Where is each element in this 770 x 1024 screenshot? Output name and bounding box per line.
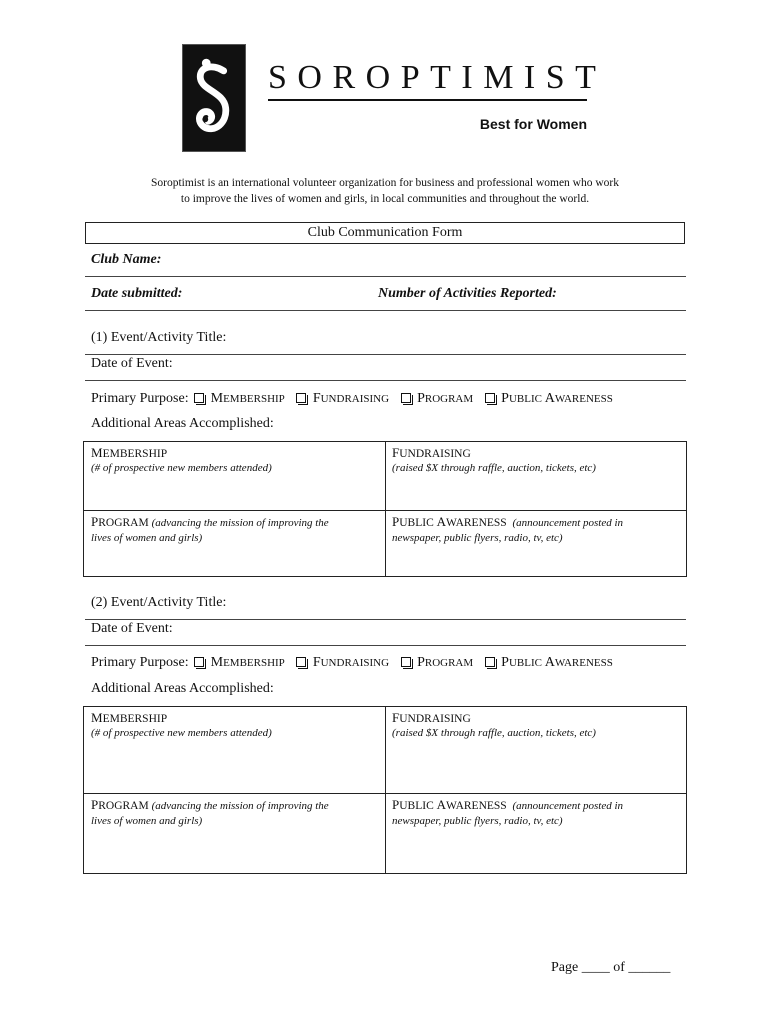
fundraising-option-label: UNDRAISING	[320, 393, 390, 405]
fundraising-checkbox[interactable]	[296, 393, 306, 403]
event-2-primary-purpose	[91, 655, 613, 671]
club-name-field[interactable]	[85, 276, 686, 277]
public-awareness-option-initial: P	[501, 391, 509, 406]
event-2-title-field[interactable]	[85, 619, 686, 620]
public-awareness-title-2: WARENESS	[446, 517, 507, 529]
fundraising-option-label: UNDRAISING	[320, 657, 390, 669]
program-initial: P	[91, 514, 99, 529]
event-2-date-label: Date of Event:	[91, 621, 173, 636]
program-title: ROGRAM	[98, 517, 149, 529]
membership-option-label: EMBERSHIP	[223, 393, 285, 405]
membership-note: (# of prospective new members attended)	[91, 727, 272, 739]
program-note-line-2: lives of women and girls)	[91, 815, 203, 827]
form-title: Club Communication Form	[85, 222, 685, 244]
membership-initial: M	[91, 710, 103, 725]
membership-cell[interactable]	[91, 445, 381, 476]
fundraising-option-initial: F	[312, 391, 321, 406]
grid-divider-horizontal	[84, 793, 686, 794]
event-2-additional-label: Additional Areas Accomplished:	[91, 681, 274, 696]
grid-divider-vertical	[385, 442, 386, 576]
program-title: ROGRAM	[98, 800, 149, 812]
event-1-date-label: Date of Event:	[91, 356, 173, 371]
public-awareness-checkbox[interactable]	[485, 657, 495, 667]
public-awareness-option-initial-2: A	[544, 655, 555, 670]
public-awareness-option-initial-2: A	[544, 391, 555, 406]
public-awareness-note: (announcement posted in	[512, 517, 624, 529]
event-1-additional-label: Additional Areas Accomplished:	[91, 416, 274, 431]
event-1-title-field[interactable]	[85, 354, 686, 355]
brand-wordmark: SOROPTIMIST	[268, 59, 607, 96]
fundraising-note: (raised $X through raffle, auction, tickets, etc)	[392, 462, 596, 474]
program-note: (advancing the mission of improving the	[151, 517, 329, 529]
public-awareness-note-line-2: newspaper, public flyers, radio, tv, etc)	[392, 815, 563, 827]
membership-title: EMBERSHIP	[102, 713, 168, 725]
program-cell[interactable]	[91, 797, 381, 829]
date-submitted-field[interactable]	[85, 310, 686, 311]
fundraising-title: UNDRAISING	[399, 713, 471, 725]
public-awareness-initial-2: A	[436, 514, 446, 529]
public-awareness-title: UBLIC	[399, 800, 437, 812]
program-initial: P	[91, 797, 99, 812]
membership-option-label: EMBERSHIP	[223, 657, 285, 669]
event-2-areas-grid	[83, 706, 687, 874]
intro-line-2: to improve the lives of women and girls, in local communities and throughout the world.	[180, 193, 590, 205]
event-2-title-label: (2) Event/Activity Title:	[91, 595, 227, 610]
membership-title: EMBERSHIP	[102, 448, 168, 460]
public-awareness-option-label: UBLIC	[508, 393, 545, 405]
membership-checkbox[interactable]	[194, 657, 204, 667]
fundraising-title: UNDRAISING	[399, 448, 471, 460]
public-awareness-note-line-2: newspaper, public flyers, radio, tv, etc)	[392, 532, 563, 544]
public-awareness-note: (announcement posted in	[512, 800, 624, 812]
grid-divider-vertical	[385, 707, 386, 873]
s-logo-graphic	[183, 45, 245, 151]
public-awareness-initial-2: A	[436, 797, 446, 812]
program-option-initial: P	[417, 655, 425, 670]
event-1-areas-grid	[83, 441, 687, 577]
membership-checkbox[interactable]	[194, 393, 204, 403]
grid-divider-horizontal	[84, 510, 686, 511]
public-awareness-option-label: UBLIC	[508, 657, 545, 669]
public-awareness-option-label-2: WARENESS	[554, 393, 613, 405]
public-awareness-title: UBLIC	[399, 517, 437, 529]
public-awareness-option-initial: P	[501, 655, 509, 670]
activities-reported-label: Number of Activities Reported:	[378, 286, 557, 301]
membership-initial: M	[91, 445, 103, 460]
fundraising-initial: F	[392, 710, 400, 725]
public-awareness-initial: P	[392, 514, 400, 529]
event-1-primary-purpose	[91, 391, 613, 407]
public-awareness-checkbox[interactable]	[485, 393, 495, 403]
program-option-label: ROGRAM	[424, 393, 474, 405]
public-awareness-cell[interactable]	[392, 514, 682, 546]
fundraising-checkbox[interactable]	[296, 657, 306, 667]
fundraising-cell[interactable]	[392, 710, 682, 741]
primary-purpose-label: Primary Purpose:	[91, 655, 189, 670]
program-cell[interactable]	[91, 514, 381, 546]
page-number: Page ____ of ______	[551, 960, 671, 975]
intro-line-1: Soroptimist is an international volunteer organization for business and professional women who work	[150, 177, 619, 189]
fundraising-cell[interactable]	[392, 445, 682, 476]
fundraising-option-initial: F	[312, 655, 321, 670]
program-checkbox[interactable]	[401, 393, 411, 403]
event-2-date-field[interactable]	[85, 645, 686, 646]
program-option-initial: P	[417, 391, 425, 406]
date-submitted-label: Date submitted:	[91, 286, 183, 301]
membership-cell[interactable]	[91, 710, 381, 741]
membership-option-initial: M	[210, 655, 224, 670]
fundraising-note: (raised $X through raffle, auction, tickets, etc)	[392, 727, 596, 739]
program-option-label: ROGRAM	[424, 657, 474, 669]
wordmark-underline	[268, 99, 587, 101]
public-awareness-cell[interactable]	[392, 797, 682, 829]
brand-tagline: Best for Women	[479, 116, 587, 132]
membership-option-initial: M	[210, 391, 224, 406]
public-awareness-initial: P	[392, 797, 400, 812]
public-awareness-option-label-2: WARENESS	[554, 657, 613, 669]
soroptimist-s-logo-icon	[182, 44, 246, 152]
event-1-date-field[interactable]	[85, 380, 686, 381]
membership-note: (# of prospective new members attended)	[91, 462, 272, 474]
intro-text	[80, 175, 690, 207]
event-1-title-label: (1) Event/Activity Title:	[91, 330, 227, 345]
program-note: (advancing the mission of improving the	[151, 800, 329, 812]
public-awareness-title-2: WARENESS	[446, 800, 507, 812]
program-note-line-2: lives of women and girls)	[91, 532, 203, 544]
primary-purpose-label: Primary Purpose:	[91, 391, 189, 406]
program-checkbox[interactable]	[401, 657, 411, 667]
fundraising-initial: F	[392, 445, 400, 460]
club-name-label: Club Name:	[91, 252, 162, 267]
